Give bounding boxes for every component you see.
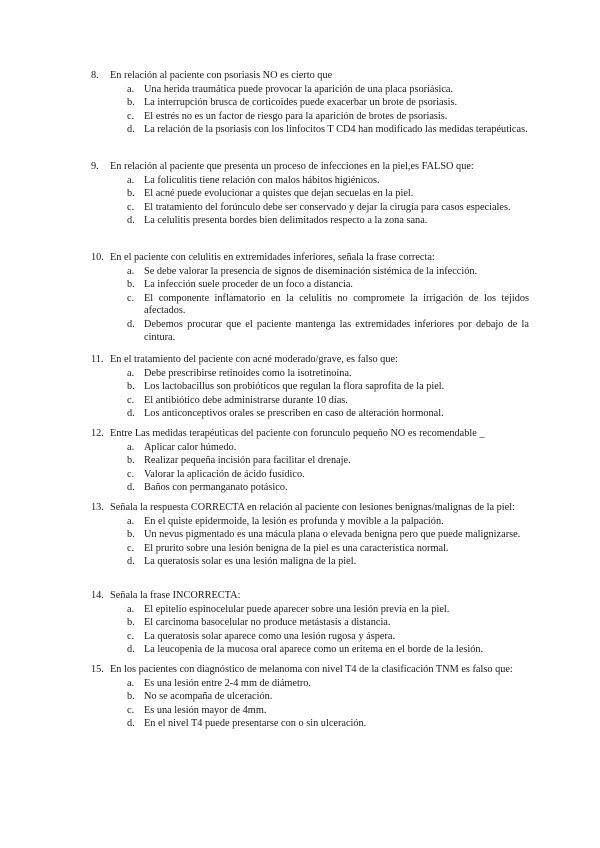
option-letter: d. xyxy=(127,124,135,136)
option-letter: c. xyxy=(127,201,135,213)
question-14 xyxy=(91,590,529,658)
option-letter: d. xyxy=(127,318,135,330)
option-a xyxy=(127,368,529,381)
option-d xyxy=(127,215,529,228)
option-c xyxy=(127,543,529,556)
question-text: En relación al paciente que presenta un proceso de infecciones en la piel,es FALSO que: xyxy=(110,161,474,172)
option-letter: b. xyxy=(127,691,135,703)
option-text: El tratamiento del forúnculo debe ser conservado y dejar la cirugía para casos especiales. xyxy=(144,201,511,213)
question-text: En el paciente con celulitis en extremidades inferiores, señala la frase correcta: xyxy=(110,252,435,263)
option-b xyxy=(127,97,529,110)
options-list xyxy=(91,266,529,345)
question-11 xyxy=(91,354,529,422)
option-text: Baños con permanganato potásico. xyxy=(144,482,288,494)
option-text: La infección suele proceder de un foco a distancia. xyxy=(144,279,353,291)
option-c xyxy=(127,202,529,215)
option-letter: d. xyxy=(127,482,135,494)
question-number: 9. xyxy=(91,161,99,172)
question-text: En relación al paciente con psoriasis NO es cierto que xyxy=(110,70,333,81)
option-text: Los lactobacillus son probióticos que regulan la flora saprofita de la piel. xyxy=(144,381,445,393)
option-letter: d. xyxy=(127,408,135,420)
option-text: Un nevus pigmentado es una mácula plana o elevada benigna pero que puede malignizarse. xyxy=(144,529,521,541)
question-text: En el tratamiento del paciente con acné moderado/grave, es falso que: xyxy=(110,354,398,365)
option-text: El carcinoma basocelular no produce metástasis a distancia. xyxy=(144,617,391,629)
option-d xyxy=(127,718,529,731)
option-letter: b. xyxy=(127,97,135,109)
options-list xyxy=(91,442,529,495)
option-letter: a. xyxy=(127,265,135,277)
question-text: Señala la respuesta CORRECTA en relación al paciente con lesiones benignas/malignas de la piel: xyxy=(110,502,515,513)
question-8 xyxy=(91,70,529,138)
option-letter: b. xyxy=(127,455,135,467)
option-text: Es una lesión mayor de 4mm. xyxy=(144,704,267,716)
option-c xyxy=(127,469,529,482)
option-text: El epitelio espinocelular puede aparecer sobre una lesión previa en la piel. xyxy=(144,603,450,615)
option-text: Los anticonceptivos orales se prescriben en caso de alteración hormonal. xyxy=(144,408,444,420)
option-letter: d. xyxy=(127,556,135,568)
option-b xyxy=(127,529,529,542)
option-letter: a. xyxy=(127,174,135,186)
option-b xyxy=(127,279,529,292)
option-b xyxy=(127,188,529,201)
option-b xyxy=(127,691,529,704)
option-text: Una herida traumática puede provocar la aparición de una placa psoriásica. xyxy=(144,83,454,95)
option-text: La interrupción brusca de corticoides puede exacerbar un brote de psoriasis. xyxy=(144,97,458,109)
option-text: El estrés no es un factor de riesgo para la aparición de brotes de psoriasis. xyxy=(144,110,448,122)
option-b xyxy=(127,381,529,394)
option-d xyxy=(127,124,529,137)
option-d xyxy=(127,482,529,495)
option-text: El componente inflamatorio en la celulitis no compromete la irrigación de los tejidos afectados. xyxy=(144,292,529,317)
option-text: La foliculitis tiene relación con malos hábitos higiénicos. xyxy=(144,174,380,186)
option-text: Debe prescribirse retinoides como la isotretinoína. xyxy=(144,367,352,379)
question-text: En los pacientes con diagnóstico de melanoma con nivel T4 de la clasificación TNM es falso que: xyxy=(110,664,513,675)
option-letter: a. xyxy=(127,677,135,689)
question-number: 15. xyxy=(91,664,104,675)
option-text: La leucopenia de la mucosa oral aparece como un eritema en el borde de la lesión. xyxy=(144,644,484,656)
question-number: 10. xyxy=(91,252,104,263)
option-letter: a. xyxy=(127,441,135,453)
options-list xyxy=(91,175,529,228)
option-letter: c. xyxy=(127,630,135,642)
option-c xyxy=(127,705,529,718)
option-c xyxy=(127,111,529,124)
option-text: El antibiótico debe administrarse durante 10 días. xyxy=(144,394,348,406)
option-a xyxy=(127,84,529,97)
option-text: Se debe valorar la presencia de signos de diseminación sistémica de la infección. xyxy=(144,265,478,277)
option-a xyxy=(127,175,529,188)
option-text: Realizar pequeña incisión para facilitar el drenaje. xyxy=(144,455,351,467)
option-text: La celulitis presenta bordes bien delimitados respecto a la zona sana. xyxy=(144,215,428,227)
question-12 xyxy=(91,428,529,496)
option-text: El prurito sobre una lesión benigna de la piel es una característica normal. xyxy=(144,542,449,554)
option-d xyxy=(127,556,529,569)
option-letter: b. xyxy=(127,279,135,291)
question-15 xyxy=(91,664,529,732)
option-letter: a. xyxy=(127,603,135,615)
option-letter: d. xyxy=(127,644,135,656)
question-9 xyxy=(91,161,529,229)
option-text: El acné puede evolucionar a quistes que dejan secuelas en la piel. xyxy=(144,188,414,200)
option-letter: b. xyxy=(127,529,135,541)
question-number: 12. xyxy=(91,428,104,439)
option-letter: c. xyxy=(127,110,135,122)
option-a xyxy=(127,516,529,529)
option-a xyxy=(127,678,529,691)
option-letter: a. xyxy=(127,83,135,95)
option-text: No se acompaña de ulceración. xyxy=(144,691,273,703)
option-letter: b. xyxy=(127,381,135,393)
option-b xyxy=(127,455,529,468)
option-c xyxy=(127,395,529,408)
question-10 xyxy=(91,252,529,345)
option-d xyxy=(127,408,529,421)
options-list xyxy=(91,604,529,657)
option-letter: c. xyxy=(127,704,135,716)
option-d xyxy=(127,644,529,657)
option-letter: c. xyxy=(127,468,135,480)
option-text: En el nivel T4 puede presentarse con o sin ulceración. xyxy=(144,718,367,730)
options-list xyxy=(91,368,529,421)
options-list xyxy=(91,516,529,569)
option-text: Valorar la aplicación de ácido fusídico. xyxy=(144,468,305,480)
question-number: 14. xyxy=(91,590,104,601)
options-list xyxy=(91,678,529,731)
option-c xyxy=(127,293,529,318)
question-text: Señala la frase INCORRECTA: xyxy=(110,590,241,601)
option-a xyxy=(127,442,529,455)
option-text: La queratosis solar es una lesión maligna de la piel. xyxy=(144,556,357,568)
option-a xyxy=(127,266,529,279)
option-letter: c. xyxy=(127,292,135,304)
question-number: 8. xyxy=(91,70,99,81)
option-text: En el quiste epidermoide, la lesión es profunda y movible a la palpación. xyxy=(144,515,444,527)
option-text: La relación de la psoriasis con los linfocitos T CD4 han modificado las medidas terapéuticas. xyxy=(144,124,528,136)
question-text: Entre Las medidas terapéuticas del paciente con forunculo pequeño NO es recomendable _ xyxy=(110,428,485,439)
option-c xyxy=(127,631,529,644)
question-13 xyxy=(91,502,529,570)
option-letter: d. xyxy=(127,718,135,730)
option-letter: a. xyxy=(127,515,135,527)
option-text: La queratosis solar aparece como una lesión rugosa y áspera. xyxy=(144,630,396,642)
options-list xyxy=(91,84,529,137)
option-b xyxy=(127,617,529,630)
option-text: Debemos procurar que el paciente mantenga las extremidades inferiores por debajo de la cintura. xyxy=(144,318,529,343)
option-letter: b. xyxy=(127,188,135,200)
option-letter: b. xyxy=(127,617,135,629)
option-d xyxy=(127,319,529,344)
option-letter: c. xyxy=(127,394,135,406)
option-text: Es una lesión entre 2-4 mm de diámetro. xyxy=(144,677,311,689)
option-letter: d. xyxy=(127,215,135,227)
option-letter: c. xyxy=(127,542,135,554)
option-letter: a. xyxy=(127,367,135,379)
option-a xyxy=(127,604,529,617)
option-text: Aplicar calor húmedo. xyxy=(144,441,237,453)
question-number: 13. xyxy=(91,502,104,513)
question-number: 11. xyxy=(91,354,104,365)
